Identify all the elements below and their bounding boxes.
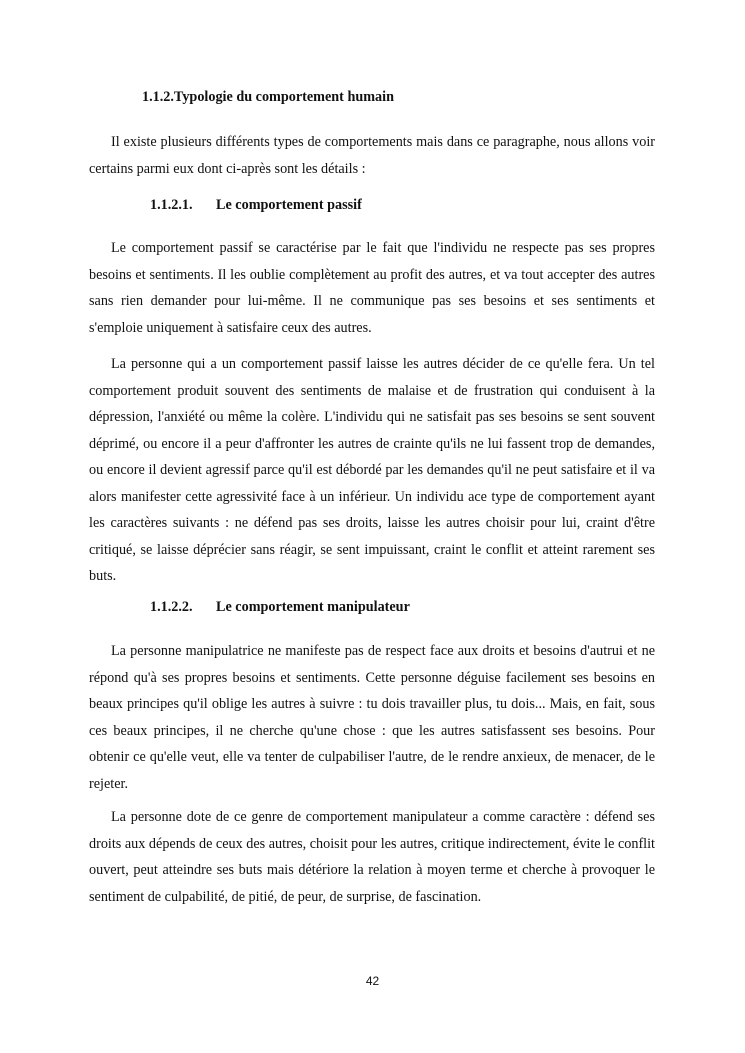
manipulateur-paragraph-1: La personne manipulatrice ne manifeste pas de respect face aux droits et besoins d'autrui et ne répond qu'à ses propres besoins et sentiments. Cette personne déguise facilement ses besoins en beaux principes qu'il oblige les autres à suivre : tu dois travailler plus, tu dois... Mais, en fait, sous ces beaux principes, il ne cherche qu'une chose : que les autres satisfassent ses besoins. Pour obtenir ce qu'elle veut, elle va tenter de culpabiliser l'autre, de le rendre anxieux, de menacer, de le rejeter. — [89, 643, 655, 792]
heading-title: Typologie du comportement humain — [173, 89, 394, 105]
intro-paragraph: Il existe plusieurs différents types de comportements mais dans ce paragraphe, nous allons voir certains parmi eux dont ci-après sont les détails : — [89, 134, 655, 177]
page-number: 42 — [365, 974, 380, 988]
manipulateur-paragraph-2: La personne dote de ce genre de comportement manipulateur a comme caractère : défend ses droits aux dépends de ceux des autres, choisit pour les autres, critique indirectement, évite le conflit ouvert, peut atteindre ses buts mais détériore la relation à moyen terme et cherche à provoquer le sentiment de culpabilité, de pitié, de peur, de surprise, de fascination. — [89, 809, 655, 905]
passif-paragraph-2: La personne qui a un comportement passif laisse les autres décider de ce qu'elle fera. Un tel comportement produit souvent des sentiments de malaise et de frustration qui conduisent à la dépression, l'anxiété ou même la colère. L'individu qui ne satisfait pas ses besoins se sent souvent déprimé, ou encore il a peur d'affronter les autres de crainte qu'ils ne lui fassent trop de demandes, ou encore il devient agressif parce qu'il est débordé par les demandes qu'il ne peut satisfaire et il va alors manifester cette agressivité face à un inférieur. Un individu ace type de comportement ayant les caractères suivants : ne défend pas ses droits, laisse les autres choisir pour lui, craint d'être critiqué, se laisse déprécier sans réagir, se sent impuissant, craint le conflit et atteint rarement ses buts. — [89, 356, 655, 584]
section-heading-typologie — [142, 87, 394, 107]
section-heading-manipulateur — [150, 597, 410, 617]
heading-title: Le comportement manipulateur — [216, 599, 410, 615]
heading-number: 1.1.2. — [142, 89, 174, 105]
heading-number: 1.1.2.1. — [150, 197, 193, 213]
heading-number: 1.1.2.2. — [150, 599, 193, 615]
heading-title: Le comportement passif — [216, 197, 362, 213]
section-heading-passif — [150, 195, 362, 215]
passif-paragraph-1: Le comportement passif se caractérise par le fait que l'individu ne respecte pas ses propres besoins et sentiments. Il les oublie complètement au profit des autres, et va tout accepter des autres sans rien demander pour lui-même. Il ne communique pas ses besoins et ses sentiments et s'emploie uniquement à satisfaire ceux des autres. — [89, 240, 655, 336]
